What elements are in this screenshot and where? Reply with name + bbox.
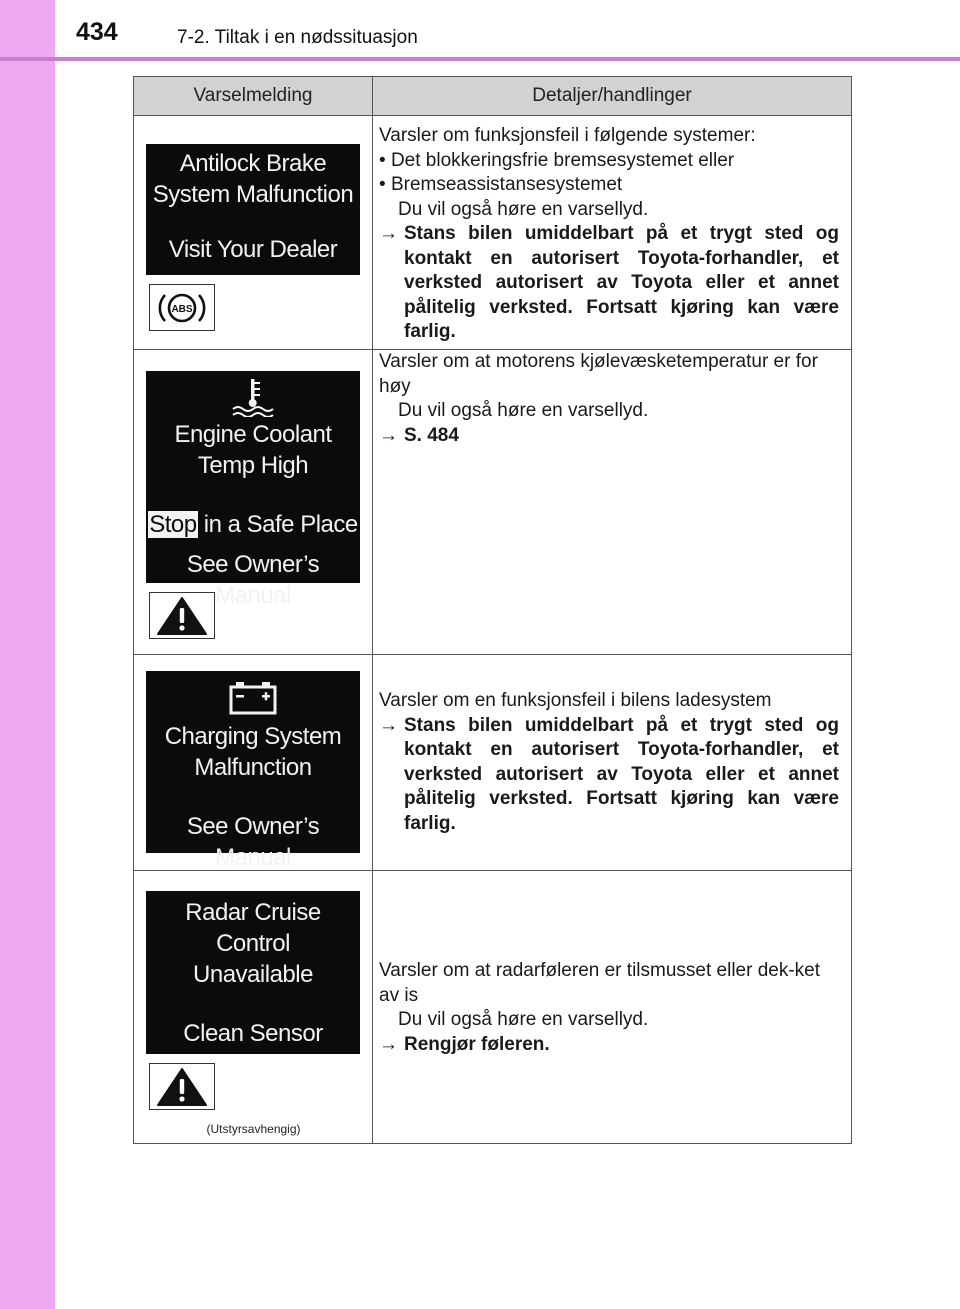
master-warning-icon (149, 592, 215, 639)
details-sound-note: Du vil også høre en varsellyd. (398, 1009, 649, 1030)
table-row (134, 655, 852, 871)
master-warning-icon (149, 1063, 215, 1110)
display-line: Stop in a Safe Place (149, 511, 358, 538)
section-title: 7-2. Tiltak i en nødssituasjon (177, 27, 418, 48)
header-rule (0, 57, 960, 61)
coolant-temperature-icon (146, 377, 360, 419)
display-line: See Owner’s Manual (186, 551, 320, 609)
details-action: → Stans bilen umiddelbart på et trygt sted og kontakt en autorisert Toyota-forhandler, et verksted autorisert av Toyota eller et annet pålitelig verksted. Fortsatt kjøring kan være farlig. (379, 223, 839, 342)
message-cell (134, 655, 373, 871)
details-bullet: • Bremseassistansesystemet (379, 174, 623, 195)
arrow-icon: → (379, 223, 398, 244)
display-line: Radar Cruise (185, 899, 321, 926)
column-header-details: Detaljer/handlinger (373, 77, 852, 116)
details-cell (373, 116, 852, 350)
details-intro: Varsler om at motorens kjølevæsketemperatur er for høy (379, 351, 818, 397)
display-line: Antilock Brake (179, 150, 327, 177)
message-cell (134, 350, 373, 655)
table-header-row (134, 77, 852, 116)
abs-malfunction-display (146, 144, 360, 275)
radar-cruise-display (146, 891, 360, 1054)
charging-system-display (146, 671, 360, 871)
details-intro: Varsler om at radarføleren er tilsmusset eller dek-ket av is (379, 960, 821, 1006)
section-tab-sidebar (0, 0, 55, 1309)
details-sound-note: Du vil også høre en varsellyd. (398, 400, 649, 421)
details-sound-note: Du vil også høre en varsellyd. (398, 198, 649, 220)
details-bullet: • Det blokkeringsfrie bremsesystemet eller (379, 149, 735, 171)
display-line: Control (216, 930, 290, 957)
display-line: Clean Sensor (183, 1020, 323, 1047)
display-line: See Owner’s Manual (186, 813, 320, 871)
display-line: Charging System (164, 723, 342, 750)
details-cell (373, 871, 852, 1144)
display-line: Unavailable (193, 961, 313, 988)
details-intro: Varsler om funksjonsfeil i følgende systemer: (379, 125, 756, 146)
battery-icon (146, 681, 360, 721)
equipment-dependent-note: (Utstyrsavhengig) (206, 1122, 301, 1136)
warning-message-table (133, 76, 852, 1144)
table-row (134, 350, 852, 655)
display-line: Malfunction (194, 754, 312, 781)
details-action: → Rengjør føleren. (379, 1033, 839, 1058)
table-row (134, 116, 852, 350)
details-cell (373, 655, 852, 871)
display-line: Engine Coolant (174, 421, 332, 448)
coolant-temp-display (146, 371, 360, 609)
display-line: System Malfunction (152, 181, 354, 208)
column-header-message: Varselmelding (134, 77, 373, 116)
display-line: Visit Your Dealer (168, 236, 338, 263)
abs-warning-icon (149, 284, 215, 331)
message-cell (134, 116, 373, 350)
details-cell (373, 350, 852, 655)
arrow-icon: → (379, 424, 398, 446)
table-row (134, 871, 852, 1144)
arrow-icon: → (379, 714, 398, 736)
display-line: Temp High (197, 452, 309, 479)
svg-text:ABS: ABS (171, 303, 193, 315)
details-intro: Varsler om en funksjonsfeil i bilens ladesystem (379, 690, 772, 711)
message-cell (134, 871, 373, 1144)
arrow-icon: → (379, 1033, 398, 1055)
details-action: → S. 484 (379, 424, 839, 449)
details-action: → Stans bilen umiddelbart på et trygt sted og kontakt en autorisert Toyota-forhandler, et verksted autorisert av Toyota eller et annet pålitelig verksted. Fortsatt kjøring kan være farlig. (379, 714, 839, 834)
page-number: 434 (76, 18, 118, 46)
